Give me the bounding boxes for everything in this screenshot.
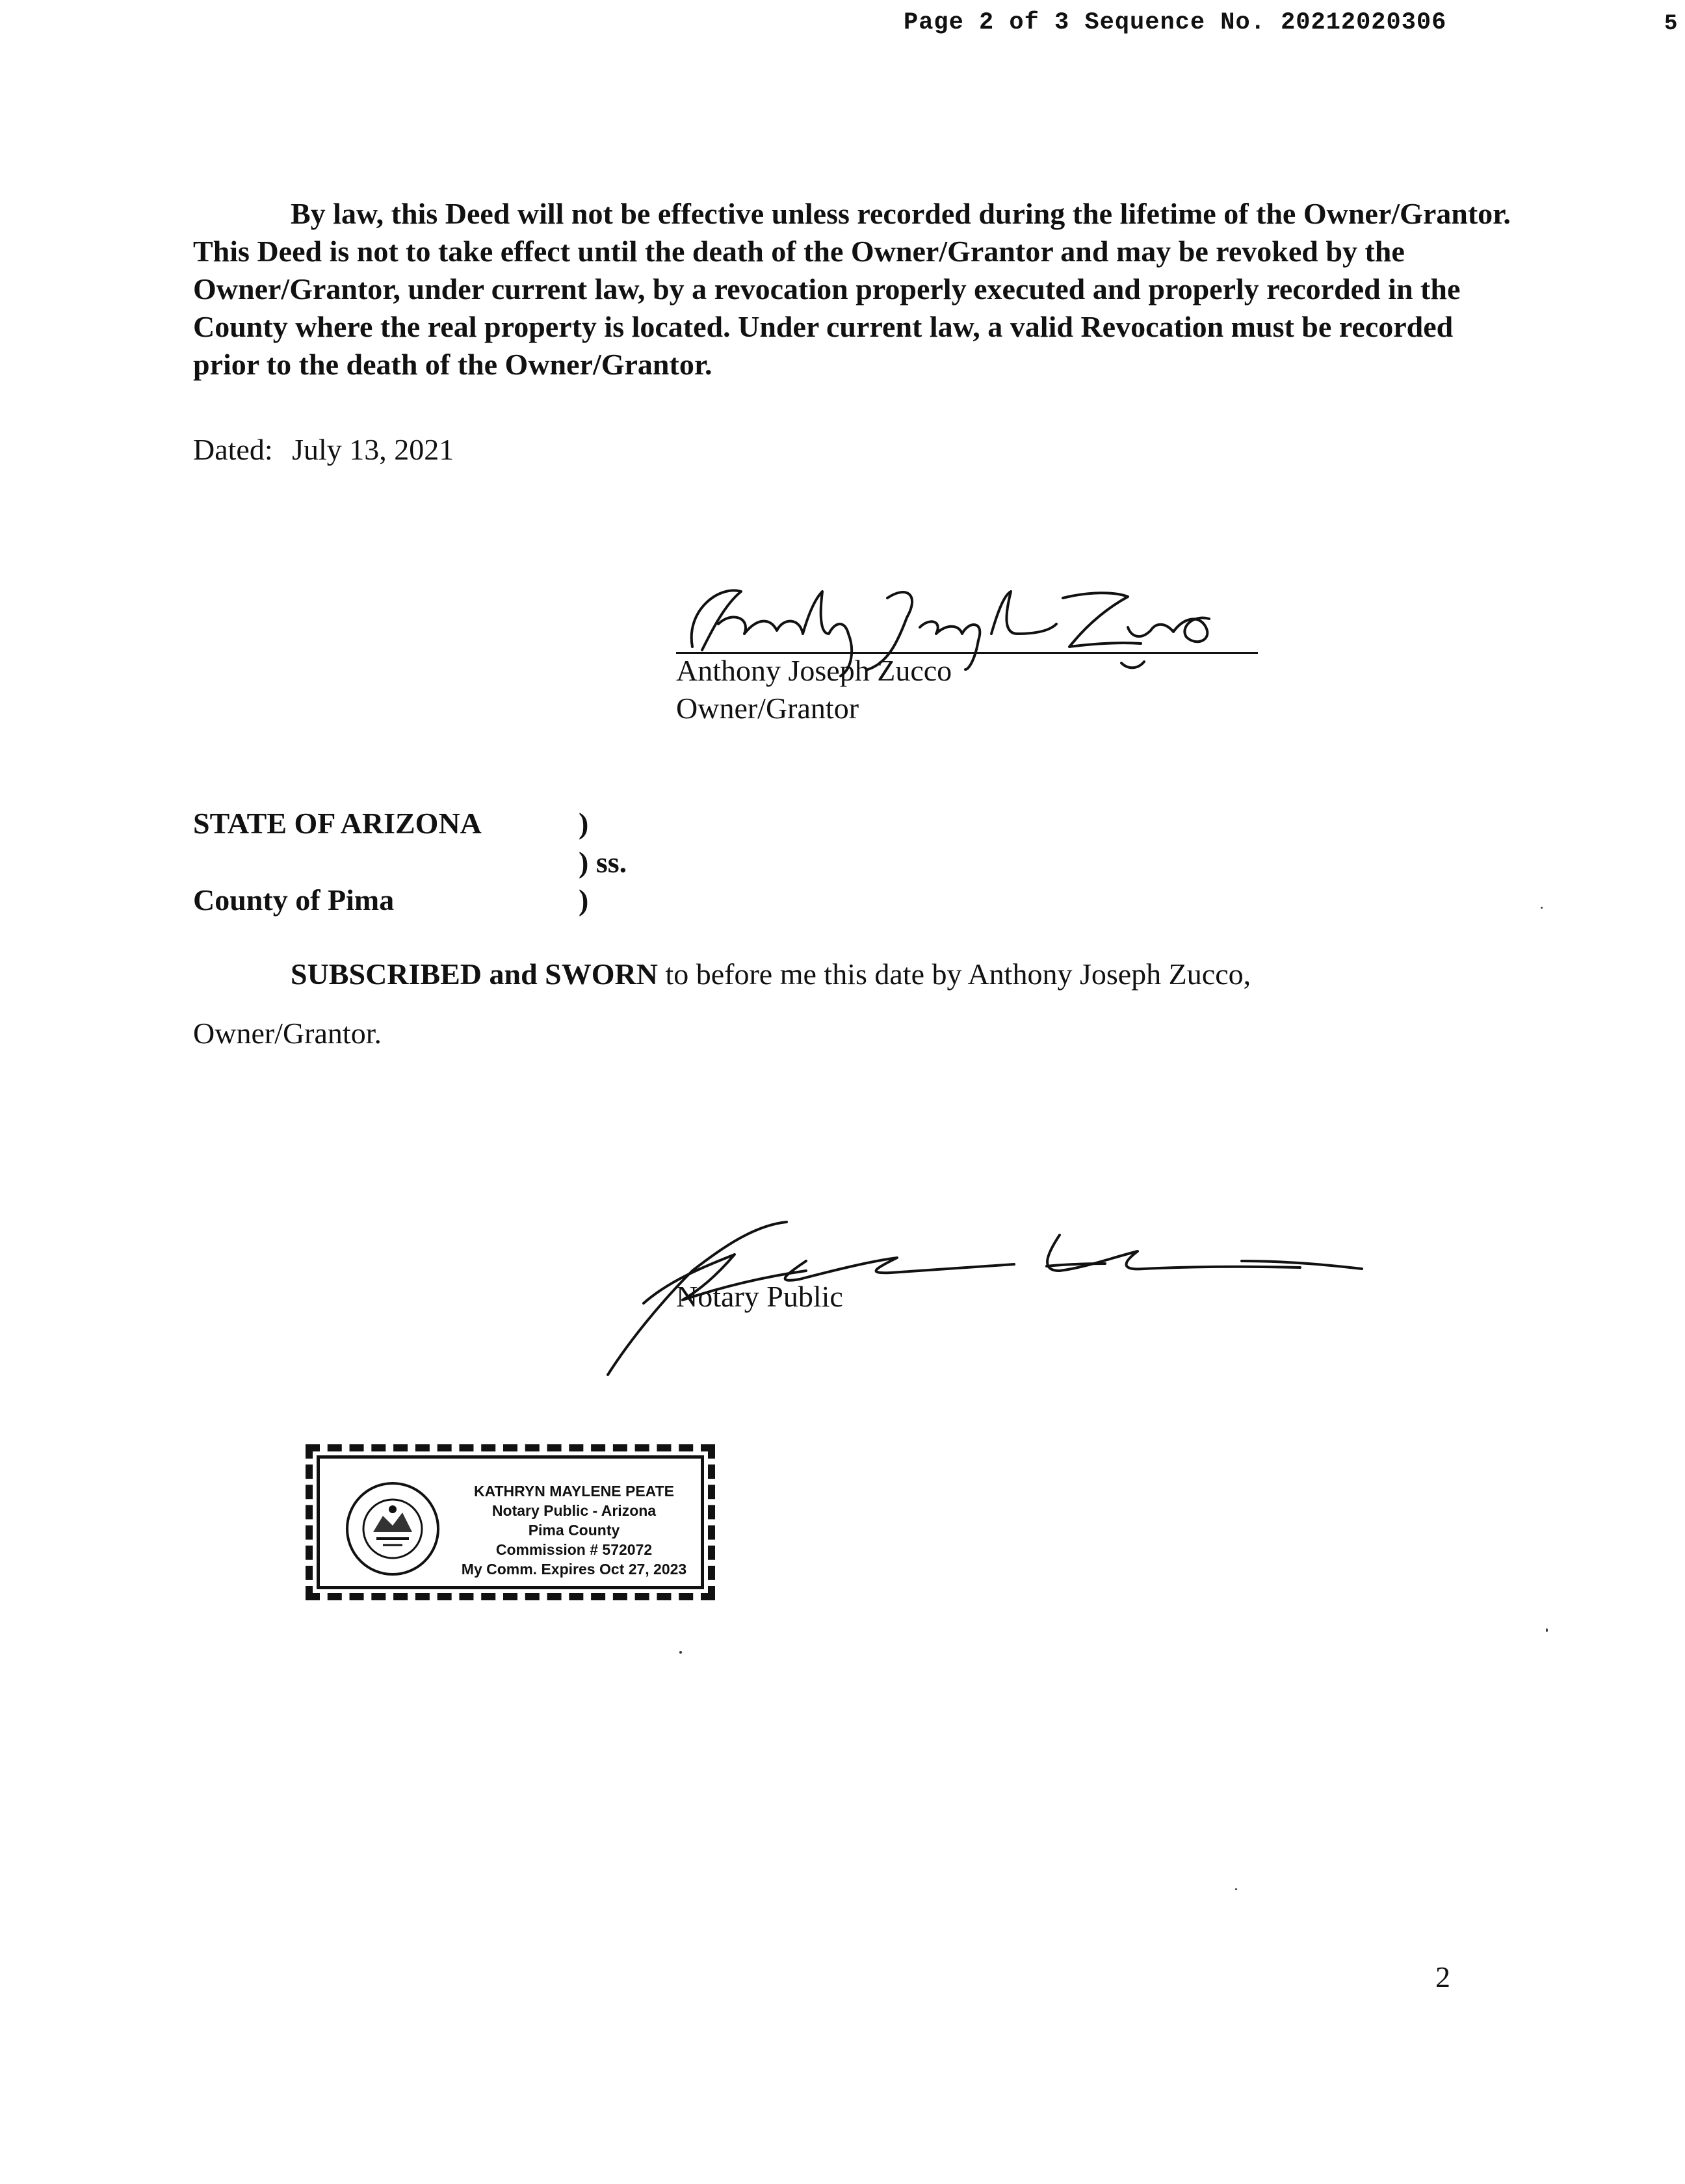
owner-role: Owner/Grantor	[676, 692, 859, 725]
jurat-rest: to before me this date by Anthony Joseph Zucco,	[657, 957, 1251, 991]
jurat-line	[291, 957, 1251, 991]
dated-value: July 13, 2021	[292, 433, 454, 466]
dated-line	[193, 432, 454, 467]
jurat-line2: Owner/Grantor.	[193, 1017, 382, 1050]
venue-county: County of Pima	[193, 883, 395, 916]
state-seal	[344, 1480, 441, 1578]
edge-mark: 5	[1664, 12, 1678, 36]
stamp-text	[451, 1481, 698, 1579]
page-number: 2	[1435, 1960, 1450, 1994]
deed-disclaimer: By law, this Deed will not be effective unless recorded during the lifetime of the Owner/Grantor. This Deed is not to take effect until the death of the Owner/Grantor and may be revoked by the Owner/Grantor, under current law, by a revocation properly executed and properly recorded in the County where the real property is located. Under current law, a valid Revocation must be recorded prior to the death of the Owner/Grantor.	[193, 197, 1511, 381]
sequence-header: Page 2 of 3 Sequence No. 20212020306	[904, 9, 1447, 36]
notary-stamp	[306, 1444, 715, 1600]
stamp-name: KATHRYN MAYLENE PEATE	[474, 1483, 674, 1500]
notary-label: Notary Public	[676, 1280, 843, 1313]
scan-speck	[679, 1651, 682, 1654]
stamp-title: Notary Public - Arizona	[491, 1502, 657, 1519]
venue-paren-top: )	[579, 807, 589, 840]
owner-name: Anthony Joseph Zucco	[676, 654, 952, 687]
scan-speck	[1541, 907, 1543, 909]
scan-speck	[1546, 1628, 1548, 1632]
venue-ss: ) ss.	[579, 846, 627, 879]
stamp-expires: My Comm. Expires Oct 27, 2023	[461, 1561, 687, 1578]
venue-state: STATE OF ARIZONA	[193, 807, 482, 840]
notary-stamp-inner	[327, 1466, 694, 1579]
stamp-commission: Commission # 572072	[495, 1541, 653, 1558]
venue-paren-bottom: )	[579, 883, 589, 916]
jurat-bold: SUBSCRIBED and SWORN	[291, 957, 658, 991]
stamp-county: Pima County	[528, 1522, 620, 1539]
dated-label: Dated:	[193, 433, 273, 466]
scan-speck	[1235, 1888, 1237, 1890]
